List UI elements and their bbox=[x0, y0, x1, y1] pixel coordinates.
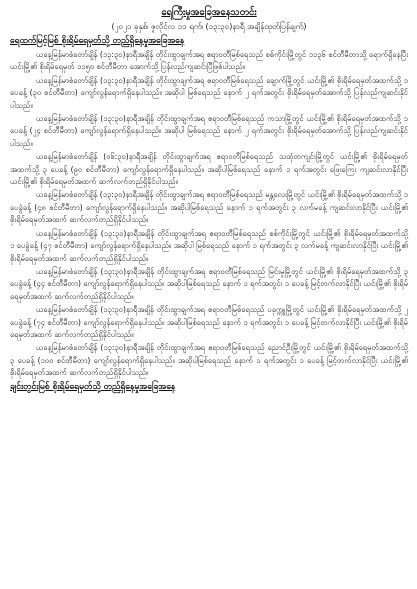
report-paragraph: ယနေ့မြန်မာစံတော်ချိန် (၁၃:၃၀)နာရီအချိန် တိုင်းထွာချက်အရ ဧရာဝတီမြစ်ရေသည် စစ်ကိုင်းမြို့တွင် ယင်းမြို့၏ စိုးရိမ်ရေမှတ်အထက်သို့ ၁ ပေခွဲခန့် (၄၇ စင်တီမီတာ) ကျော်လွန်ရောက်ရှိနေပါသည်။ အဆိုပါ မြစ်ရေသည် နောက် ၁ ရက်အတွင်း ၃ လက်မခန့် ကျဆင်းလာနိုင်ပြီး ယင်းမြို့၏ စိုးရိမ်ရေမှတ်အထက် ဆက်လက်တည်ရှိနိုင်ပါသည်။ bbox=[10, 228, 408, 263]
report-paragraph: ယနေ့မြန်မာစံတော်ချိန် (၁၃:၃၀)နာရီအချိန် တိုင်းထွာချက်အရ ဧရာဝတီမြစ်ရေသည် ညောင်ဦးမြို့တွင် ယင်းမြို့၏ စိုးရိမ်ရေမှတ်အထက်သို့ ၃ ပေခန့် (၁၀၀ စင်တီမီတာ) ကျော်လွန်ရောက်ရှိနေပါသည်။ အဆိုပါမြစ်ရေသည် နောက် ၁ ရက်အတွင်း ၁ ပေခန့် မြင့်တက်လာနိုင်ပြီး ယင်းမြို့၏ စိုးရိမ်ရေမှတ်အထက် ဆက်လက်တည်ရှိနိုင်ပါသည်။ bbox=[10, 343, 408, 378]
next-section-heading: ချင်းတွင်းမြစ် စိုးရိမ်ရေမှတ်သို့ တည်ရှိနေမှုအခြေအနေ bbox=[10, 381, 176, 392]
report-paragraph: ယနေ့မြန်မာစံတော်ချိန် (၀၆:၃၀)နာရီအချိန် တိုင်းထွာချက်အရ ဧရာဝတီမြစ်ရေသည် သထုံတကျင်းမြို့တွင် ယင်းမြို့၏ စိုးရိမ်ရေမှတ်အထက်သို့ ၃ ပေခန့် (၉၀ စင်တီမီတာ) ကျော်လွန်ရောက်ရှိနေပါသည်။ အဆိုပါမြစ်ရေသည် နောက် ၁ ရက်အတွင်း ဖြေးကြေး ကျဆင်းလာနိုင်ပြီး ယင်းမြို့၏ စိုးရိမ်ရေမှတ်အထက် ဆက်လက်တည်ရှိနိုင်ပါသည်။ bbox=[10, 152, 408, 187]
report-paragraph: ယနေ့မြန်မာစံတော်ချိန် (၁၃:၃၀)နာရီအချိန် တိုင်းထွာချက်အရ ဧရာဝတီမြစ်ရေသည် မြင်းမူမြို့တွင် ယင်းမြို့၏ စိုးရိမ်ရေမှတ်အထက်သို့ ၃ ပေခွဲခန့် (၄၄ စင်တီမီတာ) ကျော်လွန်ရောက်ရှိနေပါသည်။ အဆိုပါမြစ်ရေသည် နောက် ၁ ရက်အတွင်း ၁ ပေခန့် မြင့်တက်လာနိုင်ပြီး ယင်းမြို့၏ စိုးရိမ်ရေမှတ်အထက် ဆက်လက်တည်ရှိနိုင်ပါသည်။ bbox=[10, 266, 408, 301]
report-paragraph: ယနေ့မြန်မာစံတော်ချိန် (၁၃:၃၀)နာရီအချိန် တိုင်းထွာချက်အရ ဧရာဝတီမြစ်ရေသည် မန္တလေးမြို့တွင် ယင်းမြို့၏ စိုးရိမ်ရေမှတ်အထက်သို့ ၁ ပေခွဲခန့် (၄၈ စင်တီမီတာ) ကျော်လွန်ရောက်ရှိနေပါသည်။ အဆိုပါမြစ်ရေသည် နောက် ၁ ရက်အတွင်း ၃ လက်မခန့် ကျဆင်းလာနိုင်ပြီး ယင်းမြို့၏ စိုးရိမ်ရေမှတ်အထက် ဆက်လက်တည်ရှိနိုင်ပါသည်။ bbox=[10, 190, 408, 225]
report-paragraph: ယနေ့မြန်မာစံတော်ချိန် (၁၃:၃၀)နာရီအချိန် တိုင်းထွာချက်အရ ဧရာဝတီမြစ်ရေသည် ပခုက္ကူမြို့တွင် ယင်းမြို့၏ စိုးရိမ်ရေမှတ်အထက်သို့ ၂ ပေခွဲခန့် (၇၄ စင်တီမီတာ) ကျော်လွန်ရောက်ရှိနေပါသည်။ အဆိုပါမြစ်ရေသည် နောက် ၁ ရက်အတွင်း ၁ ပေခန့် မြင့်တက်လာနိုင်ပြီး ယင်းမြို့၏ စိုးရိမ်ရေမှတ်အထက် ဆက်လက်တည်ရှိနိုင်ပါသည်။ bbox=[10, 305, 408, 339]
document-title: ရေကြီးမှုအခြေအနေသတင်း bbox=[161, 7, 257, 18]
report-paragraph: ယနေ့မြန်မာစံတော်ချိန် (၁၃:၃၀)နာရီအချိန် တိုင်းထွာချက်အရ ဧရာဝတီမြစ်ရေသည် စစ်ကိုင်းမြို့တွင် ၁၁၃၆ စင်တီမီတာသို့ ရောက်ရှိနေပြီး ယင်းမြို့၏ စိုးရိမ်ရေမှတ် ၁၁၅၀ စင်တီမီတာ အောက်သို့ ပြန်လည်ကျဆင်းပြီဖြစ်ပါသည်။ bbox=[10, 50, 408, 72]
report-paragraph: ယနေ့မြန်မာစံတော်ချိန် (၁၃:၃၀)နာရီအချိန် တိုင်းထွာချက်အရ ဧရာဝတီမြစ်ရေသည် ချောက်မြို့တွင် ယင်းမြို့၏ စိုးရိမ်ရေမှတ်အထက်သို့ ၁ ပေခန့် (၃၀ စင်တီမီတာ) ကျော်လွန်ရောက်ရှိနေပါသည်။ အဆိုပါ မြစ်ရေသည် နောက် ၂ ရက်အတွင်း စိုးရိမ်ရေမှတ်အောက်သို့ ပြန်လည်ကျဆင်းနိုင်ပါသည်။ bbox=[10, 75, 408, 110]
release-dateline: (၂၀၂၁ ခုနှစ်၊ ဇူလိုင်လ ၁၁ ရက်၊ (၁၃:၃၀)နာရီ အချိန်ထုတ်ပြန်ချက်) bbox=[111, 22, 307, 31]
report-paragraph: ယနေ့မြန်မာစံတော်ချိန် (၁၃:၃၀)နာရီအချိန် တိုင်းထွာချက်အရ ဧရာဝတီမြစ်ရေသည် ကသာမြို့တွင် ယင်းမြို့၏ စိုးရိမ်ရေမှတ်အထက်သို့ ၁ ပေခန့် (၂၄ စင်တီမီတာ) ကျော်လွန်ရောက်ရှိနေပါသည်။ အဆိုပါ မြစ်ရေသည် နောက် ၂ ရက်အတွင်း စိုးရိမ်ရေမှတ်အောက်သို့ ပြန်လည်ကျဆင်းနိုင်ပါသည်။ bbox=[10, 114, 408, 148]
section-heading: ရေထက်မြင့်မြစ် စိုးရိမ်ရေမှတ်သို့ တည်ရှိနေမှုအခြေအနေ bbox=[10, 36, 185, 46]
